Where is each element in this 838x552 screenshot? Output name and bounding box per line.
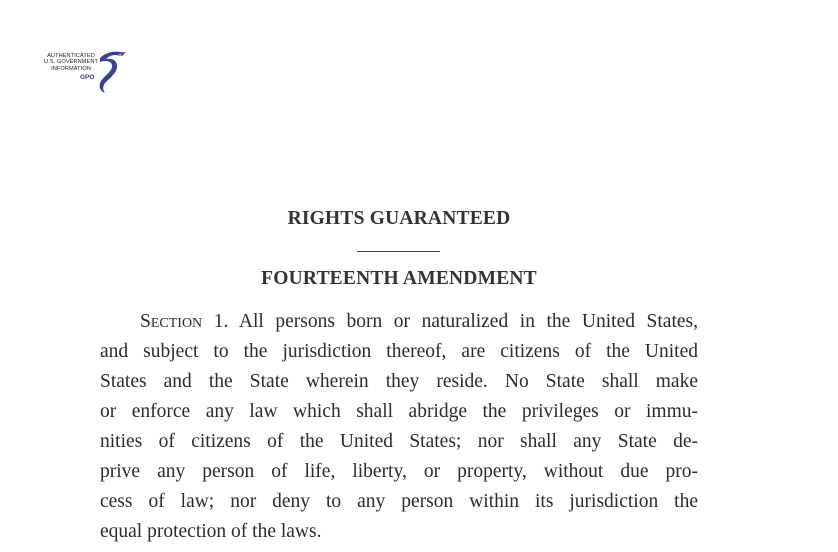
heading-divider [357, 251, 440, 252]
logo-line-3: INFORMATION [51, 65, 91, 72]
text-line-6: prive any person of life, liberty, or property, without due pro- [100, 461, 698, 482]
logo-line-2: U.S. GOVERNMENT [43, 59, 99, 66]
text-line-1 [100, 307, 698, 337]
page-heading: RIGHTS GUARANTEED [287, 208, 511, 229]
text-line-8: equal protection of the laws. [100, 521, 322, 542]
text-line-3: States and the State wherein they reside. No State shall make [100, 371, 698, 392]
gpo-authentication-logo [36, 50, 128, 96]
text-line-7: cess of law; nor deny to any person within its jurisdiction the [100, 491, 698, 512]
text-line-4: or enforce any law which shall abridge the privileges or immu- [100, 401, 698, 422]
text-line-2: and subject to the jurisdiction thereof, are citizens of the United [100, 341, 698, 362]
text-line-5: nities of citizens of the United States; nor shall any State de- [100, 431, 698, 452]
amendment-title: FOURTEENTH AMENDMENT [261, 268, 537, 289]
amendment-text [100, 307, 698, 547]
logo-gpo-text: GPO [80, 74, 95, 81]
section-label: Section 1. [140, 311, 229, 332]
logo-line-1: AUTHENTICATED [47, 53, 95, 59]
eagle-icon [96, 50, 128, 96]
text-line-1-content: All persons born or naturalized in the United States, [238, 311, 698, 332]
